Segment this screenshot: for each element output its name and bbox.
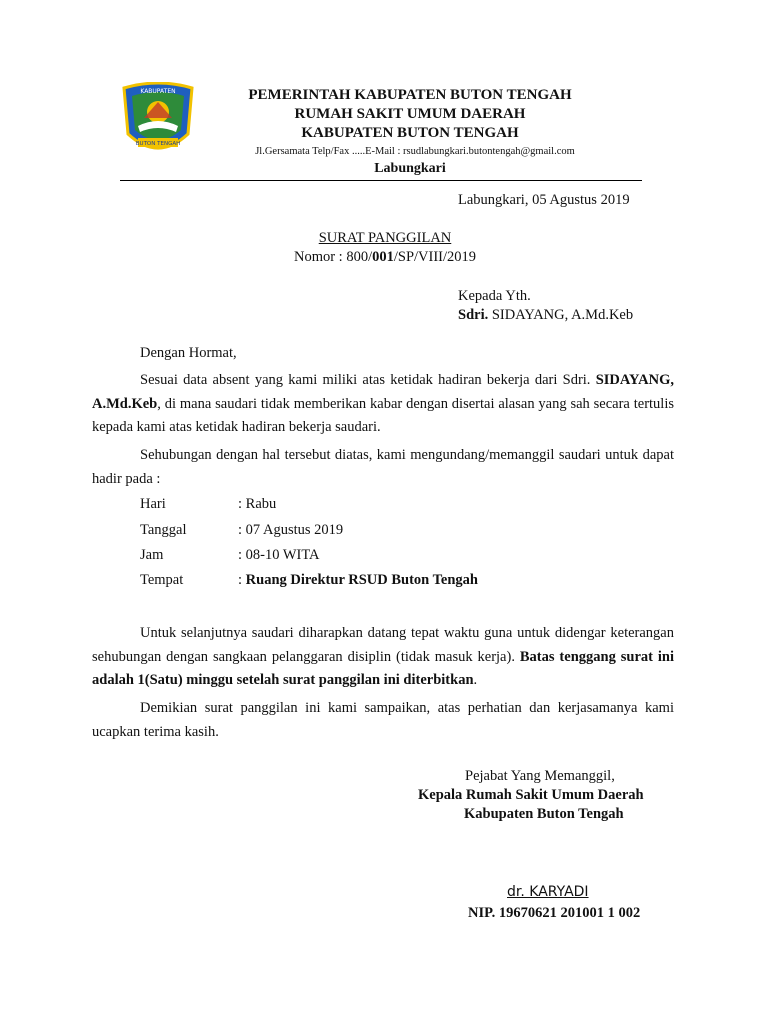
detail-value: : 08-10 WITA [238, 547, 320, 563]
paragraph-3-a: Untuk selanjutnya saudari diharapkan datang tepat waktu guna untuk didengar keterangan sehubungan dengan sangkaan pelanggaran disiplin (tidak masuk kerja). [92, 625, 674, 665]
signature-intro: Pejabat Yang Memanggil, [465, 768, 615, 784]
letter-title: SURAT PANGGILAN [318, 230, 452, 246]
paragraph-4: Demikian surat panggilan ini kami sampaikan, atas perhatian dan kerjasamanya kami ucapkan terima kasih. [92, 700, 674, 740]
logo-text-top: KABUPATEN [140, 88, 176, 95]
paragraph-3-deadline: Batas tenggang surat ini adalah 1(Satu) minggu setelah surat panggilan ini diterbitkan [92, 648, 674, 688]
header-government: PEMERINTAH KABUPATEN BUTON TENGAH [248, 87, 572, 103]
header-divider [120, 180, 642, 181]
detail-row-time [140, 547, 320, 564]
logo-text-bottom: BUTON TENGAH [135, 141, 181, 147]
letter-number [200, 249, 570, 266]
header-regency: KABUPATEN BUTON TENGAH [301, 125, 519, 141]
letter-date: Labungkari, 05 Agustus 2019 [458, 192, 630, 208]
signatory-nip: NIP. 19670621 201001 1 002 [468, 905, 641, 921]
detail-row-date [140, 522, 343, 539]
signatory-name: dr. KARYADI [507, 884, 589, 900]
paragraph-1-c: , di mana saudari tidak memberikan kabar dengan disertai alasan yang sah secara tertulis kepada kami atas ketidak hadiran bekerja saudari. [92, 395, 674, 435]
paragraph-2: Sehubungan dengan hal tersebut diatas, kami mengundang/memanggil saudari untuk dapat hadir pada : [92, 447, 674, 487]
detail-label: Hari [140, 496, 166, 512]
recipient-name [458, 307, 633, 324]
recipient-title: Sdri. [458, 307, 489, 323]
paragraph-1-name: SIDAYANG, A.Md.Keb [92, 372, 674, 412]
detail-value: Ruang Direktur RSUD Buton Tengah [245, 572, 478, 588]
detail-label: Tempat [140, 572, 184, 588]
signature-institution: Kabupaten Buton Tengah [464, 806, 624, 822]
detail-value: : 07 Agustus 2019 [238, 522, 344, 538]
paragraph-1 [92, 369, 674, 440]
detail-row-place [140, 572, 478, 589]
recipient-greeting: Kepada Yth. [458, 288, 531, 304]
letter-number-value: 001 [372, 249, 394, 265]
detail-label: Tanggal [140, 522, 187, 538]
detail-colon: : [238, 572, 246, 588]
header-address: Jl.Gersamata Telp/Fax .....E-Mail : rsudlabungkari.butontengah@gmail.com [255, 146, 575, 157]
paragraph-3-c: . [473, 672, 478, 688]
header-hospital: RUMAH SAKIT UMUM DAERAH [294, 106, 526, 122]
regency-logo [118, 82, 198, 160]
paragraph-1-a: Sesuai data absent yang kami miliki atas ketidak hadiran bekerja dari Sdri. [140, 372, 596, 388]
detail-row-day [140, 496, 276, 513]
paragraph-3 [92, 622, 674, 693]
signature-position: Kepala Rumah Sakit Umum Daerah [418, 787, 644, 803]
salutation: Dengan Hormat, [140, 345, 237, 361]
detail-label: Jam [140, 547, 164, 563]
letter-number-prefix: Nomor : 800/ [293, 249, 373, 265]
letter-number-suffix: /SP/VIII/2019 [393, 249, 477, 265]
detail-value: : Rabu [238, 496, 277, 512]
header-place: Labungkari [374, 161, 446, 176]
recipient-name-text: SIDAYANG, A.Md.Keb [488, 307, 634, 323]
